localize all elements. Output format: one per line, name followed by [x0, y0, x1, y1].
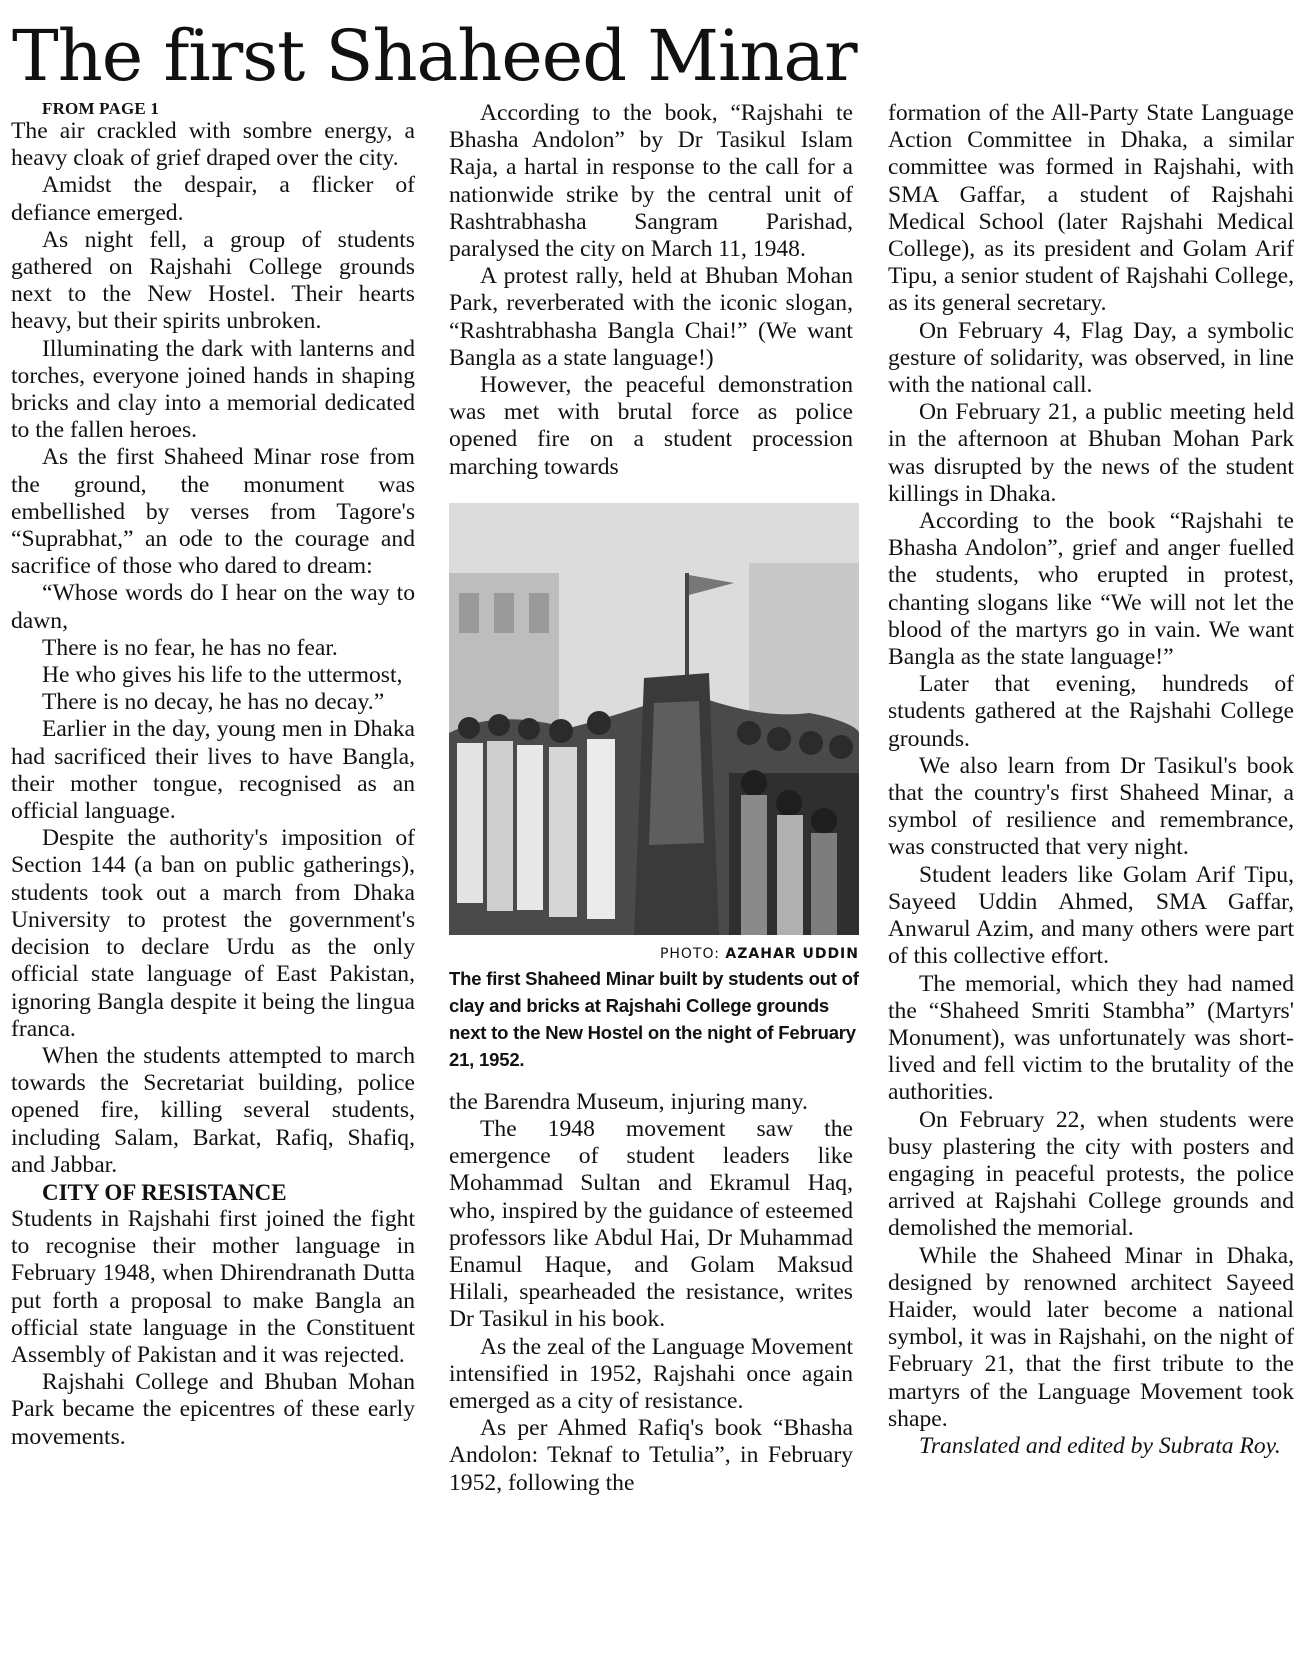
paragraph: Student leaders like Golam Arif Tipu, Sayeed Uddin Ahmed, SMA Gaffar, Anwarul Azim, and many others were part of this collective effort.: [888, 861, 1294, 970]
subhead: CITY OF RESISTANCE: [42, 1179, 287, 1205]
paragraph: Amidst the despair, a flicker of defiance emerged.: [11, 172, 415, 226]
paragraph: The 1948 movement saw the emergence of student leaders like Mohammad Sultan and Ekramul Haq, who, inspired by the guidance of esteemed professors like Abdul Hai, Dr Muhammad Enamul Haque, and Golam Maksud Hilali, spearheaded the resistance, writes Dr Tasikul in his book.: [449, 1116, 853, 1333]
poem-line: “Whose words do I hear on the way to dawn,: [11, 580, 415, 634]
byline: Translated and edited by Subrata Roy.: [919, 1432, 1281, 1459]
paragraph: On February 22, when students were busy plastering the city with posters and engaging in peaceful protests, the police arrived at Rajshahi College grounds and demolished the memorial.: [888, 1106, 1294, 1242]
paragraph: formation of the All-Party State Language Action Committee in Dhaka, a similar committee was formed in Rajshahi, with SMA Gaffar, a student of Rajshahi Medical School (later Rajshahi Medical College), as its president and Golam Arif Tipu, a senior student of Rajshahi College, as its general secretary.: [888, 100, 1294, 317]
photo-credit-label: PHOTO:: [659, 945, 720, 962]
kicker: FROM PAGE 1: [42, 99, 160, 118]
paragraph: Earlier in the day, young men in Dhaka had sacrificed their lives to have Bangla, their mother tongue, recognised as an official language.: [11, 716, 415, 825]
photo-credit: [449, 945, 859, 963]
paragraph: The memorial, which they had named the “Shaheed Smriti Stambha” (Martyrs' Monument), was unfortunately was short-lived and fell victim to the brutality of the authorities.: [888, 970, 1294, 1106]
paragraph: While the Shaheed Minar in Dhaka, designed by renowned architect Sayeed Haider, would later become a national symbol, it was in Rajshahi, on the night of February 21, that the first tribute to the martyrs of the Language Movement took shape.: [888, 1242, 1294, 1432]
paragraph: As night fell, a group of students gathered on Rajshahi College grounds next to the New Hostel. Their hearts heavy, but their spirits unbroken.: [11, 226, 415, 335]
paragraph: On February 21, a public meeting held in the afternoon at Bhuban Mohan Park was disrupted by the news of the student killings in Dhaka.: [888, 399, 1294, 507]
poem-line: There is no fear, he has no fear.: [42, 634, 338, 661]
paragraph: Despite the authority's imposition of Section 144 (a ban on public gatherings), students took out a march from Dhaka University to protest the government's decision to declare Urdu as the only official state language of East Pakistan, ignoring Bangla despite it being the lingua franca.: [11, 825, 415, 1042]
paragraph: According to the book, “Rajshahi te Bhasha Andolon” by Dr Tasikul Islam Raja, a hartal in response to the call for a nationwide strike by the central unit of Rashtrabhasha Sangram Parishad, paralysed the city on March 11, 1948.: [449, 100, 853, 263]
paragraph: On February 4, Flag Day, a symbolic gesture of solidarity, was observed, in line with the national call.: [888, 317, 1294, 399]
photo-caption: The first Shaheed Minar built by students out of clay and bricks at Rajshahi College grounds next to the New Hostel on the night of February 21, 1952.: [449, 967, 859, 1070]
article-column-3: [888, 100, 1294, 1460]
archival-photo: [449, 503, 859, 935]
photo-credit-name: AZAHAR UDDIN: [725, 945, 859, 962]
paragraph: When the students attempted to march towards the Secretariat building, police opened fire, killing several students, including Salam, Barkat, Rafiq, Shafiq, and Jabbar.: [11, 1042, 415, 1178]
headline: The first Shaheed Minar: [12, 15, 857, 97]
paragraph: Students in Rajshahi first joined the fight to recognise their mother language in February 1948, when Dhirendranath Dutta put forth a proposal to make Bangla an official state language in the Constituent Assembly of Pakistan and it was rejected.: [11, 1205, 415, 1368]
paragraph: Rajshahi College and Bhuban Mohan Park became the epicentres of these early movements.: [11, 1369, 415, 1450]
paragraph: As the first Shaheed Minar rose from the ground, the monument was embellished by verses from Tagore's “Suprabhat,” an ode to the courage and sacrifice of those who dared to dream:: [11, 444, 415, 580]
paragraph: We also learn from Dr Tasikul's book that the country's first Shaheed Minar, a symbol of resilience and remembrance, was constructed that very night.: [888, 752, 1294, 861]
paragraph: As the zeal of the Language Movement intensified in 1952, Rajshahi once again emerged as a city of resistance.: [449, 1333, 853, 1415]
paragraph: As per Ahmed Rafiq's book “Bhasha Andolon: Teknaf to Tetulia”, in February 1952, following the: [449, 1415, 853, 1496]
paragraph: Later that evening, hundreds of students gathered at the Rajshahi College grounds.: [888, 671, 1294, 752]
paragraph: The air crackled with sombre energy, a heavy cloak of grief draped over the city.: [11, 118, 415, 172]
paragraph: However, the peaceful demonstration was met with brutal force as police opened fire on a student procession marching towards: [449, 372, 853, 480]
article-column-1: [11, 100, 415, 1451]
photo-illustration: [449, 503, 859, 935]
poem-line: He who gives his life to the uttermost,: [42, 662, 403, 689]
paragraph: According to the book “Rajshahi te Bhasha Andolon”, grief and anger fuelled the students, who erupted in protest, chanting slogans like “We will not let the blood of the martyrs go in vain. We want Bangla as the state language!”: [888, 508, 1294, 671]
paragraph: A protest rally, held at Bhuban Mohan Park, reverberated with the iconic slogan, “Rashtrabhasha Bangla Chai!” (We want Bangla as a state language!): [449, 263, 853, 371]
paragraph: the Barendra Museum, injuring many.: [449, 1088, 808, 1115]
paragraph: Illuminating the dark with lanterns and torches, everyone joined hands in shaping bricks and clay into a memorial dedicated to the fallen heroes.: [11, 335, 415, 444]
article-column-2: [449, 100, 859, 1497]
poem-line: There is no decay, he has no decay.”: [42, 689, 385, 716]
photo-figure: [449, 503, 859, 1073]
